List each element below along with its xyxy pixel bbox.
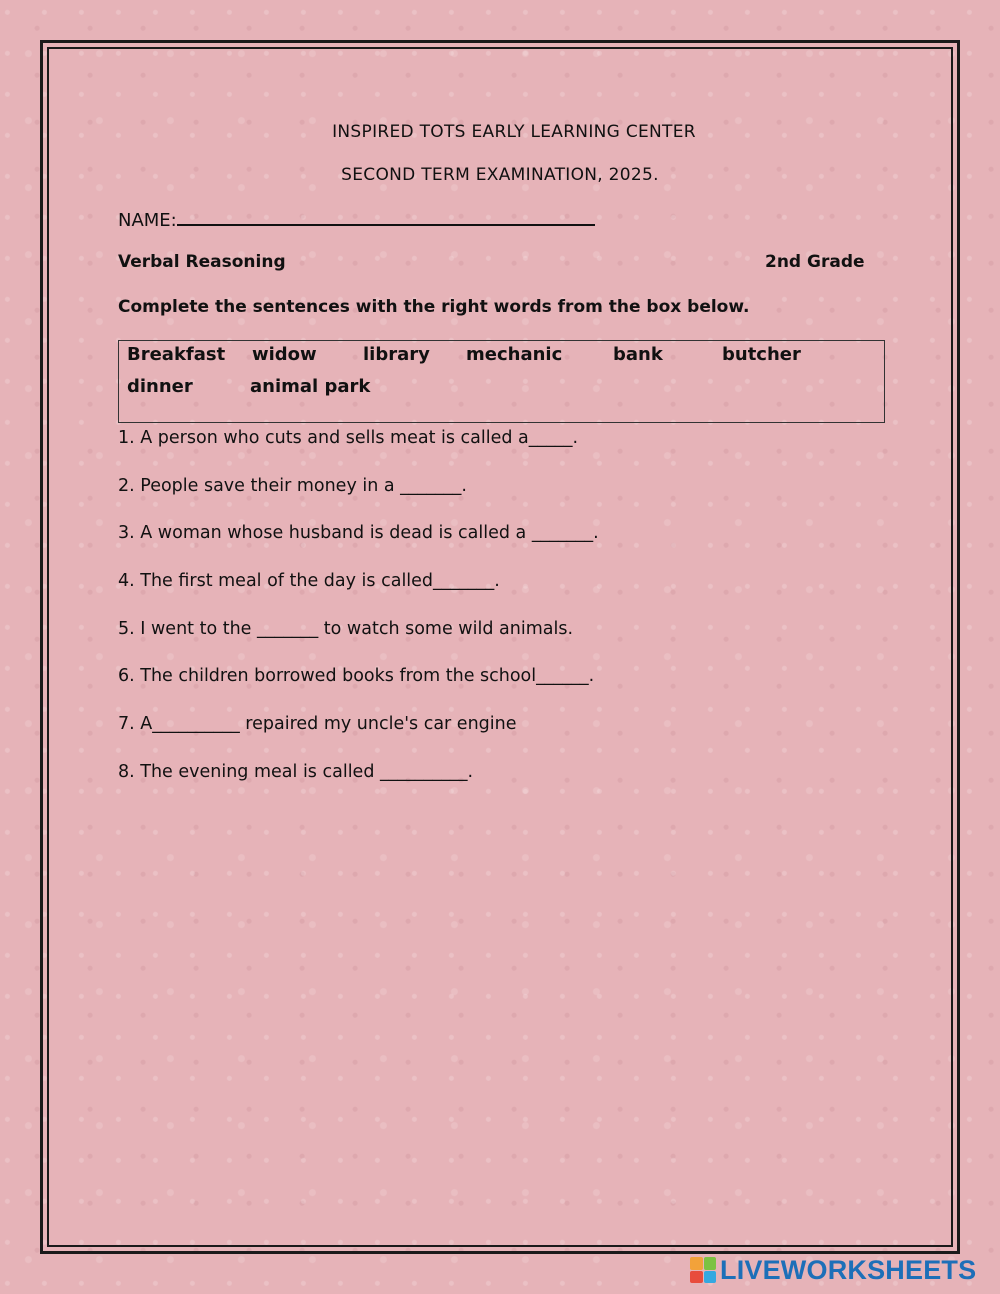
question-2: 2. People save their money in a _______.	[118, 476, 467, 496]
word-bank-item: mechanic	[466, 344, 563, 365]
word-bank-item: dinner	[127, 376, 193, 397]
word-bank-item: bank	[613, 344, 663, 365]
question-1: 1. A person who cuts and sells meat is called a_____.	[118, 428, 579, 448]
logo-tile-e	[704, 1271, 717, 1284]
liveworksheets-logo-text: LIVEWORKSHEETS	[720, 1254, 977, 1285]
logo-tile-v	[690, 1271, 703, 1284]
word-bank-item: animal park	[250, 376, 371, 397]
subject-label: Verbal Reasoning	[118, 252, 286, 272]
name-field[interactable]	[118, 206, 595, 231]
question-4: 4. The first meal of the day is called_______.	[118, 571, 500, 591]
question-7: 7. A__________ repaired my uncle's car engine	[118, 714, 517, 734]
word-bank-item: Breakfast	[127, 344, 226, 365]
grade-label: 2nd Grade	[765, 252, 865, 272]
liveworksheets-logo-icon	[690, 1257, 716, 1283]
instruction-text: Complete the sentences with the right words from the box below.	[118, 297, 750, 317]
name-blank[interactable]	[177, 206, 595, 226]
question-8: 8. The evening meal is called __________.	[118, 762, 474, 782]
logo-tile-i	[704, 1257, 717, 1270]
question-6: 6. The children borrowed books from the school______.	[118, 666, 595, 686]
word-bank-item: butcher	[722, 344, 801, 365]
word-bank-box	[118, 340, 885, 423]
school-name: INSPIRED TOTS EARLY LEARNING CENTER	[332, 122, 696, 142]
question-5: 5. I went to the _______ to watch some wild animals.	[118, 619, 574, 639]
name-label: NAME:	[118, 210, 177, 231]
exam-title: SECOND TERM EXAMINATION, 2025.	[341, 165, 659, 185]
liveworksheets-logo	[690, 1254, 976, 1286]
logo-tile-l	[690, 1257, 703, 1270]
question-3: 3. A woman whose husband is dead is called a _______.	[118, 523, 599, 543]
word-bank-item: library	[363, 344, 430, 365]
word-bank-item: widow	[252, 344, 317, 365]
